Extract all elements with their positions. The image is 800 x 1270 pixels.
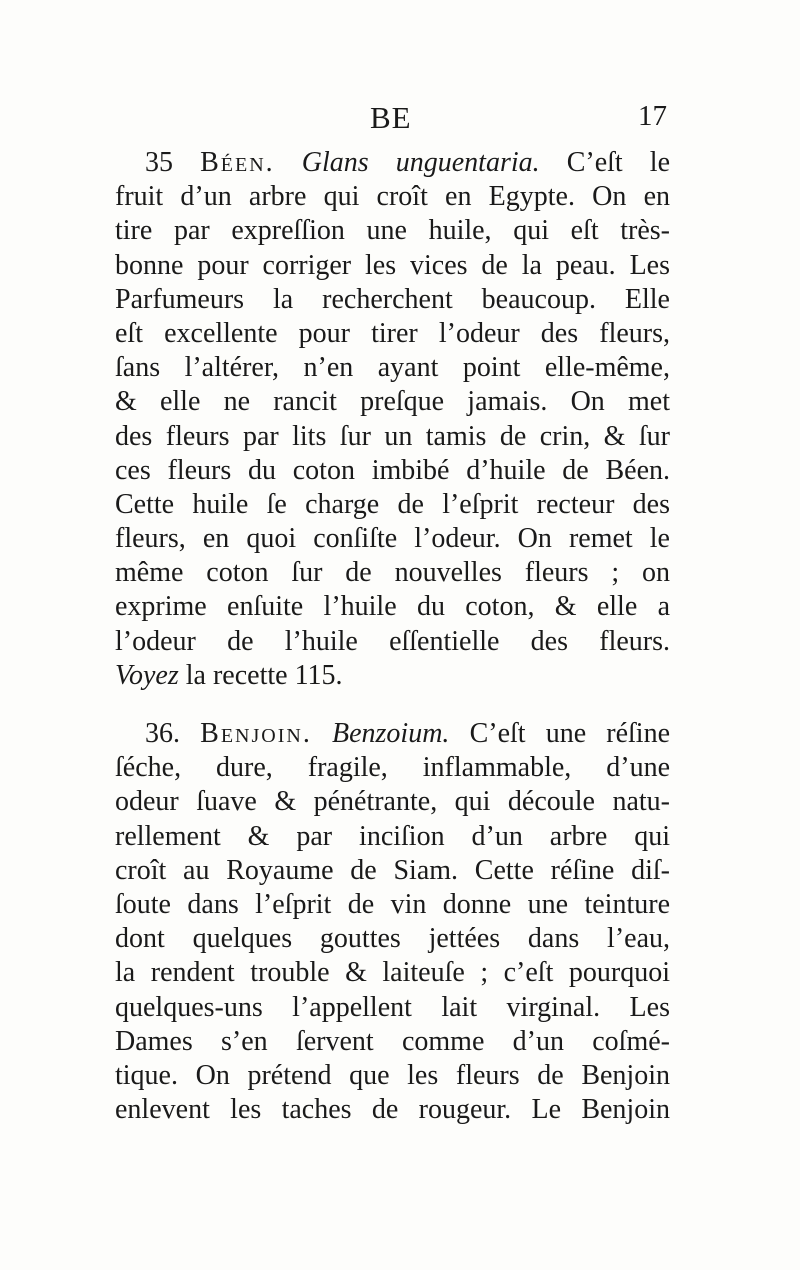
text-line: Cette huile ſe charge de l’eſprit recteur des <box>115 488 670 520</box>
cross-reference: Voyez <box>115 659 179 691</box>
paragraph-gap <box>115 693 670 717</box>
text-line: & elle ne rancit preſque jamais. On met <box>115 386 670 418</box>
text-line: odeur ſuave & pénétrante, qui découle natu- <box>115 786 670 818</box>
line-text: C’eſt une réſine <box>449 718 671 749</box>
text-line: tique. On prétend que les fleurs de Benjoin <box>115 1059 670 1091</box>
entry-headword: Benjoin. <box>200 718 312 749</box>
body-text <box>115 146 670 1127</box>
text-line: ſoute dans l’eſprit de vin donne une teinture <box>115 888 670 920</box>
entry-benjoin <box>115 717 670 1127</box>
text-line: l’odeur de l’huile eſſentielle des fleurs. <box>115 625 670 657</box>
text-line: exprime enſuite l’huile du coton, & elle a <box>115 591 670 623</box>
entry-number: 36. <box>145 718 180 749</box>
text-line: ſéche, dure, fragile, inflammable, d’une <box>115 752 670 784</box>
line-text: C’eſt le <box>539 147 670 178</box>
running-head-title: BE <box>370 100 412 135</box>
text-line: fleurs, en quoi conſiſte l’odeur. On remet le <box>115 523 670 555</box>
line-text: la recette 115. <box>178 659 343 691</box>
text-line: Dames s’en ſervent comme d’un coſmé- <box>115 1025 670 1057</box>
text-line: quelques-uns l’appellent lait virginal. Les <box>115 991 670 1023</box>
page-number: 17 <box>638 100 667 132</box>
text-line <box>115 146 670 180</box>
text-line: tire par expreſſion une huile, qui eſt très- <box>115 215 670 247</box>
entry-number: 35 <box>145 147 173 178</box>
text-line: eſt excellente pour tirer l’odeur des fleurs, <box>115 317 670 349</box>
entry-latin-name: Glans unguentaria. <box>301 147 540 178</box>
text-line: fruit d’un arbre qui croît en Egypte. On en <box>115 181 670 213</box>
text-line: dont quelques gouttes jettées dans l’eau, <box>115 923 670 955</box>
text-line: bonne pour corriger les vices de la peau. Les <box>115 249 670 281</box>
text-line <box>115 659 670 693</box>
text-line: la rendent trouble & laiteuſe ; c’eſt pourquoi <box>115 957 670 989</box>
text-line: même coton ſur de nouvelles fleurs ; on <box>115 557 670 589</box>
text-line: rellement & par inciſion d’un arbre qui <box>115 820 670 852</box>
entry-been <box>115 146 670 693</box>
entry-headword: Béen. <box>200 147 275 178</box>
running-head <box>115 100 675 140</box>
text-line: ces fleurs du coton imbibé d’huile de Béen. <box>115 454 670 486</box>
text-line: Parfumeurs la recherchent beaucoup. Elle <box>115 283 670 315</box>
text-line: des fleurs par lits ſur un tamis de crin, & ſur <box>115 420 670 452</box>
text-line: ſans l’altérer, n’en ayant point elle-même, <box>115 352 670 384</box>
entry-latin-name: Benzoium. <box>331 718 450 749</box>
text-line: enlevent les taches de rougeur. Le Benjoin <box>115 1094 670 1126</box>
text-line <box>115 717 670 751</box>
text-line: croît au Royaume de Siam. Cette réſine diſ- <box>115 854 670 886</box>
